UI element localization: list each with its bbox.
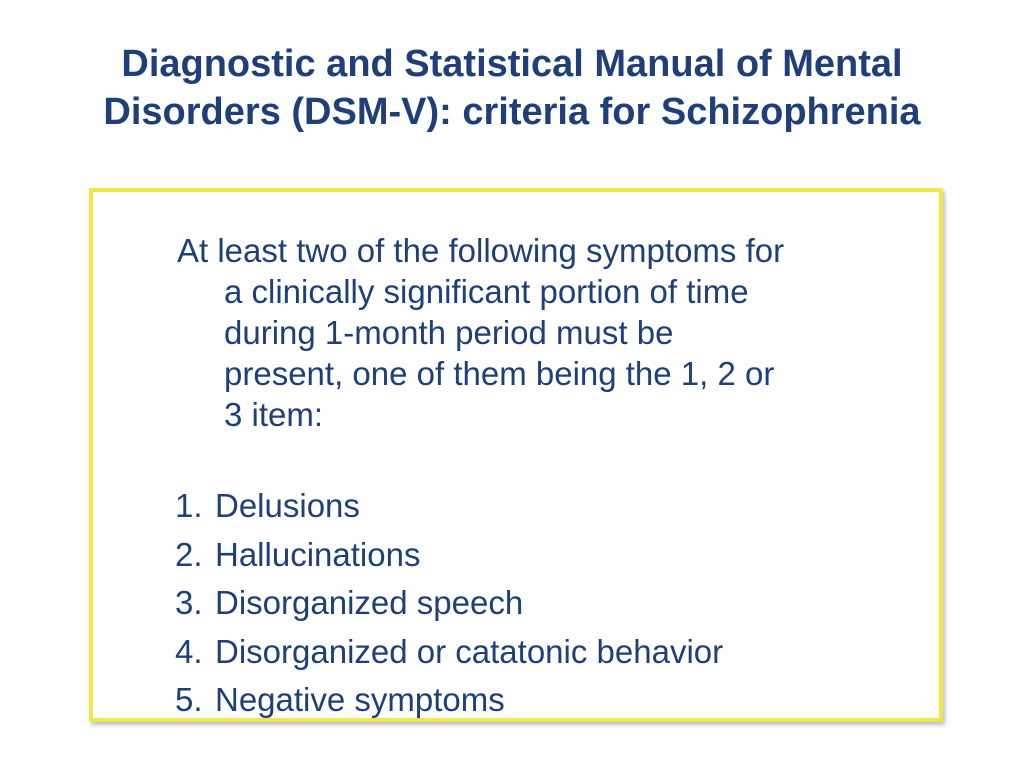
intro-line: a clinically significant portion of time bbox=[224, 273, 749, 310]
list-item-label: Disorganized or catatonic behavior bbox=[215, 632, 724, 670]
slide-title-line: Diagnostic and Statistical Manual of Mental bbox=[121, 43, 903, 85]
list-item bbox=[175, 579, 723, 628]
intro-line: present, one of them being the 1, 2 or bbox=[224, 355, 775, 392]
list-item-number: 5. bbox=[175, 681, 203, 718]
list-item-number: 1. bbox=[175, 487, 203, 524]
criteria-intro bbox=[177, 230, 897, 435]
intro-line: 3 item: bbox=[224, 396, 324, 433]
intro-line: during 1-month period must be bbox=[224, 314, 674, 351]
slide-title bbox=[0, 40, 1024, 136]
list-item-label: Disorganized speech bbox=[215, 584, 524, 621]
criteria-box bbox=[89, 188, 943, 722]
list-item-label: Hallucinations bbox=[215, 535, 421, 573]
list-item bbox=[175, 482, 723, 531]
list-item bbox=[175, 531, 723, 580]
list-item-label: Negative symptoms bbox=[215, 681, 505, 718]
intro-line: At least two of the following symptoms for bbox=[177, 232, 785, 269]
symptom-list bbox=[175, 482, 723, 725]
list-item bbox=[175, 676, 723, 725]
list-item-number: 2. bbox=[175, 535, 203, 573]
list-item-number: 3. bbox=[175, 584, 203, 621]
list-item-label: Delusions bbox=[215, 487, 360, 524]
slide-title-line: Disorders (DSM-V): criteria for Schizophrenia bbox=[103, 91, 921, 133]
list-item bbox=[175, 628, 723, 677]
list-item-number: 4. bbox=[175, 632, 203, 670]
